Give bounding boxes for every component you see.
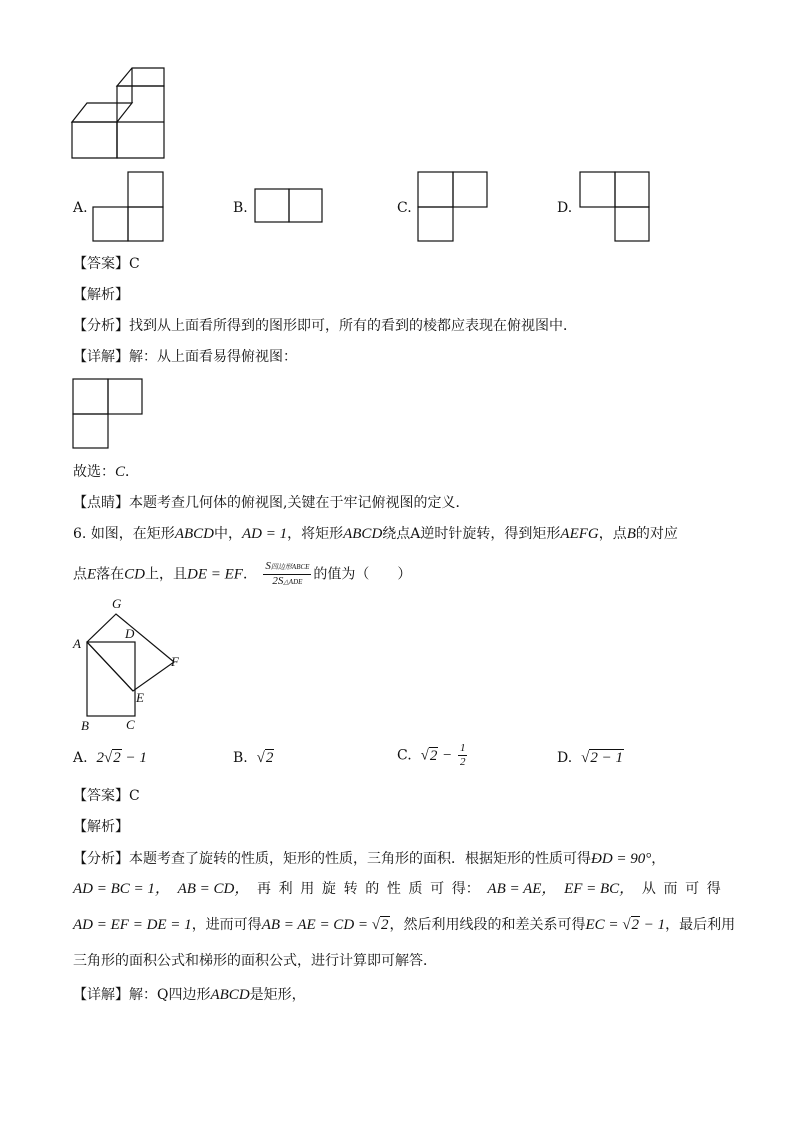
label-g: G — [112, 596, 122, 611]
q6-option-b[interactable]: B. √2 — [233, 750, 274, 766]
xiangjie-tag: 【详解】 — [73, 349, 129, 365]
fenxi-text: ，最后利用 — [665, 917, 736, 933]
cubes-figure — [70, 65, 170, 161]
answer-tag: 【答案】 — [73, 788, 129, 804]
q5-solution-figure — [72, 378, 144, 450]
xiangjie-text: 解： — [129, 987, 157, 1003]
rect-abcd: ABCD — [210, 987, 250, 1003]
dianjing-text: 本题考查几何体的俯视图,关键在于牢记俯视图的定义． — [129, 495, 470, 511]
fenxi-text: ，然后利用线段的和差关系可得 — [389, 917, 586, 933]
q6-rectangle-figure — [70, 594, 190, 734]
choose-end: ． — [125, 464, 140, 480]
choose-text: 故选： — [73, 464, 115, 480]
point-b: B — [626, 526, 636, 542]
stem-text: 落在 — [96, 566, 125, 583]
fenxi-text: ， — [651, 851, 666, 867]
xiangjie-text: 解：从上面看易得俯视图： — [129, 349, 297, 365]
q5-option-b-figure — [254, 188, 324, 224]
fenxi-token: AD = BC = 1， — [73, 881, 170, 897]
frac-num-sub: 四边形ABCE — [270, 563, 310, 571]
q5-dianjing — [73, 492, 469, 514]
fenxi-token: 再 — [257, 881, 271, 897]
label-c: C — [126, 717, 135, 732]
option-letter: B. — [233, 750, 248, 766]
fenxi-token: AB = AE， — [487, 881, 557, 897]
q5-option-a-figure — [93, 171, 165, 243]
fenxi-token: 可 — [430, 881, 445, 897]
math-expr: − 1 — [640, 917, 666, 933]
stem-text: 点 — [73, 566, 87, 583]
math-expr: AB = AE = CD = — [261, 917, 372, 933]
stem-text: 的对应 — [635, 526, 678, 542]
xiangjie-text: 是矩形， — [249, 987, 306, 1003]
answer-tag: 【答案】 — [73, 256, 129, 272]
xiangjie-tag: 【详解】 — [73, 987, 129, 1003]
q6-fenxi-line1 — [73, 848, 665, 870]
label-b: B — [81, 718, 89, 733]
stem-text: 的值为（ ） — [313, 566, 412, 583]
stem-text: 绕点A逆时针旋转，得到矩形 — [382, 526, 561, 542]
option-letter: A. — [73, 750, 88, 766]
option-coef: 2 — [96, 750, 104, 766]
stem-text: ，点 — [598, 526, 627, 542]
q5-option-a-label[interactable]: A. — [73, 200, 88, 216]
fenxi-token: 利 — [278, 881, 293, 897]
stem-text: ，将矩形 — [287, 526, 344, 542]
fenxi-token: 而 — [663, 881, 678, 897]
fenxi-token: 从 — [641, 881, 656, 897]
math-expr: AD = EF = DE = 1 — [73, 917, 192, 933]
xiangjie-text: 四边形 — [168, 987, 211, 1003]
q5-option-d-figure — [579, 171, 651, 243]
q5-option-c-figure — [417, 171, 489, 243]
q6-stem-line1 — [73, 523, 678, 545]
q5-xiangjie — [73, 346, 297, 368]
rect-aefg: AEFG — [560, 526, 599, 542]
q6-fenxi-line2 — [73, 878, 721, 900]
q6-xiangjie — [73, 984, 306, 1006]
radicand: 2 — [631, 917, 640, 933]
option-fraction — [458, 742, 468, 769]
q6-answer — [73, 785, 140, 807]
area-ratio-fraction — [263, 560, 311, 589]
segment-cd: CD — [124, 566, 146, 583]
fenxi-text: 本题考查了旋转的性质，矩形的性质，三角形的面积．根据矩形的性质可得 — [129, 851, 591, 867]
q5-choose — [73, 461, 139, 483]
label-d: D — [125, 626, 135, 641]
answer-value: C — [129, 256, 140, 272]
point-e: E — [87, 566, 97, 583]
radicand: 2 — [381, 917, 389, 933]
fenxi-token: AB = CD， — [177, 881, 250, 897]
frac-num: S — [265, 560, 271, 572]
option-tail: − 1 — [121, 750, 147, 766]
fenxi-token: 得 — [706, 881, 721, 897]
fenxi-text: 找到从上面看所得到的图形即可，所有的看到的棱都应表现在俯视图中． — [129, 318, 577, 334]
option-radicand: 2 — [429, 747, 438, 764]
dianjing-tag: 【点睛】 — [73, 495, 129, 511]
label-e: E — [136, 690, 144, 705]
q5-answer — [73, 253, 140, 275]
fenxi-token: 用 — [300, 881, 315, 897]
q6-stem-line2 — [73, 560, 411, 589]
fenxi-token: 性 — [386, 881, 401, 897]
rect-abcd: ABCD — [174, 526, 214, 542]
q6-option-c[interactable]: C. √2 − $\frac{1}{2}$ — [397, 742, 466, 768]
frac-num: 1 — [459, 742, 466, 754]
rect-abcd: ABCD — [343, 526, 383, 542]
frac-den: 2 — [459, 756, 466, 768]
q6-fenxi-line3: AD = EF = DE = 1，进而可得AB = AE = CD = √2，然后利用线段的和差关系可得EC = √2 − 1，最后利用 — [73, 917, 736, 933]
q6-analysis-tag: 【解析】 — [73, 819, 129, 835]
stem-text: 如图，在矩形 — [90, 526, 175, 542]
q5-option-d-label[interactable]: D. — [557, 200, 573, 216]
fenxi-token: 的 — [365, 881, 380, 897]
choose-value: C — [115, 464, 126, 480]
fenxi-tag: 【分析】 — [73, 318, 129, 334]
fenxi-token: 转 — [343, 881, 358, 897]
angle-d: ÐD = 90° — [591, 851, 652, 867]
option-minus: − — [438, 747, 456, 764]
q5-option-b-label[interactable]: B. — [233, 200, 248, 216]
frac-den: 2S — [272, 575, 284, 587]
fenxi-tag: 【分析】 — [73, 851, 129, 867]
fenxi-token: EF = BC， — [564, 881, 635, 897]
question-number: 6. — [73, 526, 87, 542]
frac-den-sub: △ADE — [283, 578, 303, 586]
q6-fenxi-line4: 三角形的面积公式和梯形的面积公式，进行计算即可解答． — [73, 953, 437, 969]
q5-analysis-tag: 【解析】 — [73, 287, 129, 303]
option-letter: C. — [397, 747, 412, 764]
stem-text: ． — [242, 566, 257, 583]
option-letter: D. — [557, 750, 573, 766]
fenxi-text: ，进而可得 — [191, 917, 262, 933]
option-radicand: 2 — [113, 750, 121, 766]
stem-text: 上，且 — [145, 566, 188, 583]
de-ef-equation: DE = EF — [187, 566, 243, 583]
q5-option-c-label[interactable]: C. — [397, 200, 412, 216]
label-f: F — [171, 654, 179, 669]
q6-option-d[interactable]: D. √2 − 1 — [557, 750, 623, 766]
stem-text: 中， — [213, 526, 242, 542]
label-a: A — [73, 636, 81, 651]
because-symbol: Q — [157, 987, 169, 1003]
fenxi-token: 质 — [408, 881, 423, 897]
answer-value: C — [129, 788, 140, 804]
q6-option-a[interactable]: A. 2√2 − 1 — [73, 750, 147, 766]
q5-fenxi — [73, 315, 577, 337]
fenxi-token: 可 — [685, 881, 700, 897]
math-expr: EC = — [585, 917, 623, 933]
ad-equation: AD = 1 — [241, 526, 288, 542]
fenxi-token: 旋 — [321, 881, 336, 897]
option-radicand: 2 — [265, 750, 274, 766]
fenxi-token: 得： — [451, 881, 480, 897]
option-radicand: 2 − 1 — [590, 750, 623, 766]
